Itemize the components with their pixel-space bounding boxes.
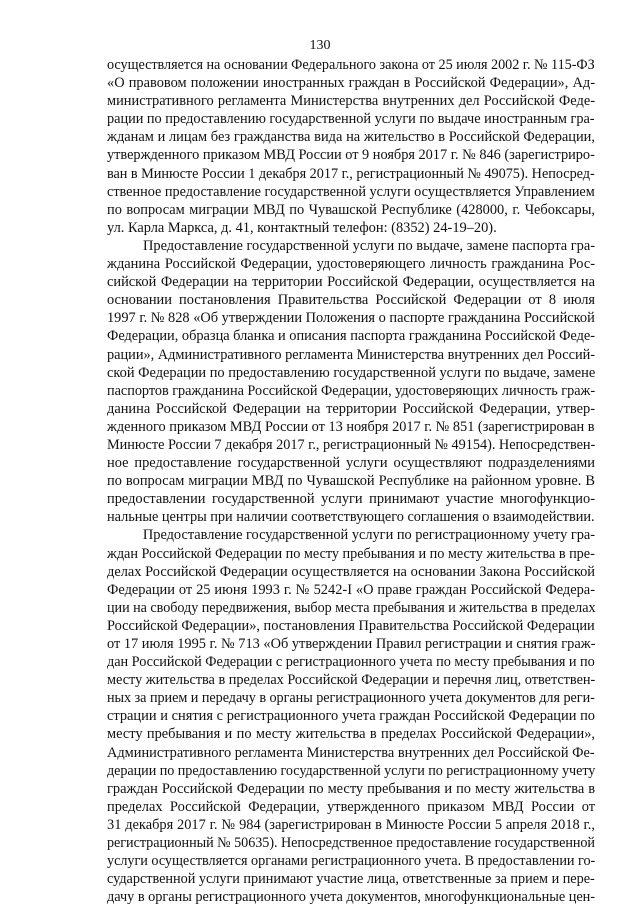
text-line: по вопросам миграции МВД по Чувашской Республике (428000, г. Чебоксары,	[107, 201, 595, 218]
text-line: сийской Федерации на территории Российской Федерации, осуществляется на	[107, 274, 595, 291]
text-line: дан Российской Федерации с регистрационного учета по месту пребывания и по	[107, 654, 595, 671]
text-line: ван в Минюсте России 1 декабря 2017 г., регистрационный № 49075). Непосред-	[107, 165, 595, 182]
text-line: месту жительства в пределах Российской Федерации и перечня лиц, ответствен-	[107, 672, 596, 689]
text-line: ственное предоставление государственной услуги осуществляется Управлением	[107, 183, 595, 200]
text-line: Предоставление государственной услуги по выдаче, замене паспорта гра-	[143, 237, 596, 254]
text-line: ное предоставление государственной услуги осуществляют подразделениями	[107, 455, 595, 472]
text-line: 31 декабря 2017 г. № 984 (зарегистрирован в Минюсте России 5 апреля 2018 г.,	[107, 816, 595, 833]
text-line: дерации по предоставлению государственной услуги по регистрационному учету	[107, 762, 596, 779]
text-line: месту пребывания и по месту жительства в пределах Российской Федерации»,	[107, 726, 595, 743]
text-line: ждан Российской Федерации по месту пребывания и по месту жительства в пре-	[107, 545, 595, 562]
text-line: министративного регламента Министерства внутренних дел Российской Феде-	[107, 93, 595, 110]
text-line: утвержденного приказом МВД России от 9 ноября 2017 г. № 846 (зарегистриро-	[107, 147, 595, 164]
text-line: рации по предоставлению государственной услуги по выдаче иностранным гра-	[107, 111, 595, 128]
text-line: данина Российской Федерации на территории Российской Федерации, утвер-	[107, 400, 595, 417]
text-line: жданина Российской Федерации, удостоверяющего личность гражданина Рос-	[107, 256, 595, 273]
text-line: от 17 июля 1995 г. № 713 «Об утверждении Правил регистрации и снятия граж-	[107, 636, 596, 652]
text-line: Административного регламента Министерства внутренних дел Российской Фе-	[107, 744, 595, 761]
text-line: пределах Российской Федерации, утвержденного приказом МВД России от	[107, 798, 595, 815]
text-line: услуги осуществляется органами регистрационного учета. В предоставлении го-	[107, 853, 596, 870]
text-line: сударственной услуги принимают участие лица, ответственные за прием и пере-	[107, 871, 595, 888]
paragraph	[107, 526, 595, 906]
text-line: 1997 г. № 828 «Об утверждении Положения о паспорте гражданина Российской	[107, 310, 595, 327]
paragraph	[107, 237, 595, 527]
text-line: делах Российской Федерации осуществляется на основании Закона Российской	[107, 563, 595, 580]
text-line: ции на свободу передвижения, выбор места пребывания и жительства в пределах	[107, 599, 596, 616]
text-line: по вопросам миграции МВД по Чувашской Республике на районном уровне. В	[107, 473, 595, 490]
text-line: Федерации, образца бланка и описания паспорта гражданина Российской Феде-	[107, 328, 596, 345]
text-line: жданам и лицам без гражданства вида на жительство в Российской Федерации,	[107, 129, 595, 146]
text-line: страции и снятия с регистрационного учета граждан Российской Федерации по	[107, 708, 595, 725]
text-line: «О правовом положении иностранных граждан в Российской Федерации», Ад-	[107, 75, 595, 92]
text-line: рации», Административного регламента Министерства внутренних дел Россий-	[107, 346, 596, 363]
text-line: жденного приказом МВД России от 13 ноября 2017 г. № 851 (зарегистрирован в	[107, 418, 595, 435]
text-line: паспортов гражданина Российской Федерации, удостоверяющих личность граж-	[107, 382, 596, 399]
text-line: Минюсте России 7 декабря 2017 г., регистрационный № 49154). Непосредствен-	[107, 436, 596, 453]
text-line: Российской Федерации», постановления Правительства Российской Федерации	[107, 617, 595, 634]
text-line: Федерации от 25 июня 1993 г. № 5242-I «О праве граждан Российской Федера-	[107, 581, 595, 598]
text-line: ных за прием и передачу в органы регистрационного учета документов для реги-	[107, 690, 595, 707]
text-line: ул. Карла Маркса, д. 41, контактный телефон: (8352) 24-19–20).	[107, 219, 497, 236]
text-line: дачу в органы регистрационного учета документов, многофункциональные цен-	[107, 889, 596, 906]
text-line: предоставлении государственной услуги принимают участие многофункцио-	[107, 491, 595, 508]
text-line: ской Федерации по предоставлению государственной услуги по выдаче, замене	[107, 364, 596, 381]
body-text	[107, 56, 595, 906]
text-line: Предоставление государственной услуги по регистрационному учету гра-	[142, 527, 596, 544]
page-number: 130	[309, 38, 331, 53]
text-line: нальные центры при наличии соответствующего соглашения о взаимодействии.	[107, 509, 595, 526]
text-line: осуществляется на основании Федерального закона от 25 июля 2002 г. № 115-ФЗ	[107, 57, 595, 73]
text-line: основании постановления Правительства Российской Федерации от 8 июля	[107, 292, 595, 309]
text-line: регистрационный № 50635). Непосредственное предоставление государственной	[107, 835, 595, 852]
paragraph	[107, 56, 595, 237]
text-line: граждан Российской Федерации по месту пребывания и по месту жительства в	[107, 780, 595, 797]
